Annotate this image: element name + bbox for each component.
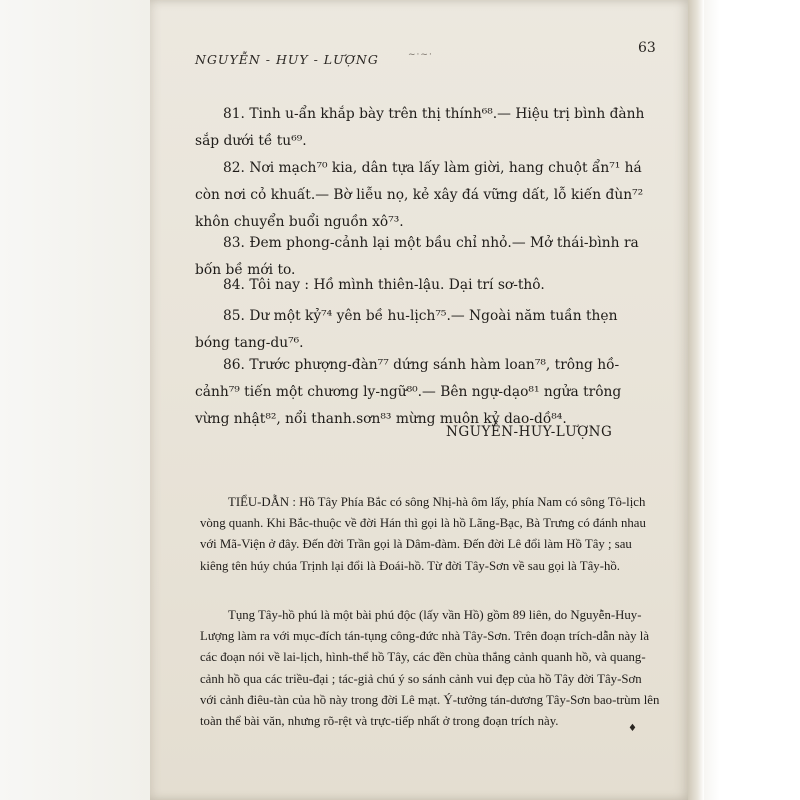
verse-81 [195, 101, 645, 155]
verse-text: Đem phong-cảnh lại một bầu chỉ nhỏ.— Mở thái-bình ra bốn bề mới to. [195, 235, 639, 278]
author-signature: NGUYỄN-HUY-LƯỢNG [446, 424, 613, 440]
running-title: NGUYỄN - HUY - LƯỢNG [195, 52, 379, 67]
verse-86 [195, 352, 645, 433]
verse-text: Tinh u-ẩn khắp bày trên thị thính⁶⁸.— Hiệu trị bình đành sắp dưới tề tu⁶⁹. [195, 106, 645, 149]
verse-82 [195, 155, 645, 236]
ink-blot: ♦ [628, 723, 637, 734]
verse-text: Nơi mạch⁷⁰ kia, dân tựa lấy làm giời, hang chuột ẩn⁷¹ há còn nơi cỏ khuất.— Bờ liễu nọ, kẻ xây đá vững dất, lỗ kiến đùn⁷² khôn chuyển buổi nguồn xô⁷³. [195, 160, 644, 230]
note-commentary: Tụng Tây-hồ phú là một bài phú độc (lấy vần Hồ) gồm 89 liên, do Nguyễn-Huy-Lượng làm ra với mục-đích tán-tụng công-đức nhà Tây-Sơn. Trên đoạn trích-dẫn này là các đoạn nói về lai-lịch, hình-thể hồ Tây, các đền chùa thắng cảnh quanh hồ, và quang-cảnh hồ qua các triều-đại ; tác-giả chú ý so sánh cảnh vui đẹp của hồ Tây đời Tây-Sơn với cảnh điêu-tàn của hồ này trong đời Lê mạt. Ý-tưởng tán-dương Tây-Sơn bao-trùm lên toàn thể bài văn, nhưng rõ-rệt và trực-tiếp nhất ở trong đoạn trích này. [200, 608, 660, 729]
verse-number: 82. [223, 160, 245, 176]
page-number: 63 [638, 40, 656, 56]
verse-number: 86. [223, 357, 245, 373]
verse-text: Trước phượng-đàn⁷⁷ dứng sánh hàm loan⁷⁸, trông hồ-cảnh⁷⁹ tiến một chương ly-ngữ⁸⁰.— Bên ngự-dạo⁸¹ ngửa trông vừng nhật⁸², nổi thanh.sơn⁸³ mừng muôn kỷ dao-dồ⁸⁴. [195, 357, 622, 427]
verse-text: Tôi nay : Hồ mình thiên-lậu. Dại trí sơ-thô. [249, 277, 545, 293]
verse-number: 84. [223, 277, 245, 293]
note-introduction: TIỂU-DẪN : Hồ Tây Phía Bắc có sông Nhị-hà ôm lấy, phía Nam có sông Tô-lịch vòng quanh. Khi Bắc-thuộc về đời Hán thì gọi là hồ Lãng-Bạc, Bà Trưng có đánh nhau với Mã-Viện ở đây. Đến đời Trần gọi là Dâm-đàm. Đến đời Lê đổi làm Hồ Tây ; sau kiêng tên húy chúa Trịnh lại đổi là Đoái-hồ. Từ đời Tây-Sơn về sau gọi là Tây-hồ. [200, 495, 646, 573]
verse-number: 83. [223, 235, 245, 251]
verse-84 [195, 272, 645, 299]
verse-text: Dư một kỷ⁷⁴ yên bề hu-lịch⁷⁵.— Ngoài năm tuần thẹn bóng tang-du⁷⁶. [195, 308, 618, 351]
verse-number: 81. [223, 106, 245, 122]
verse-85 [195, 303, 645, 357]
verse-number: 85. [223, 308, 245, 324]
page-edge [688, 0, 704, 800]
header-ornament: ~·~· [408, 50, 433, 60]
